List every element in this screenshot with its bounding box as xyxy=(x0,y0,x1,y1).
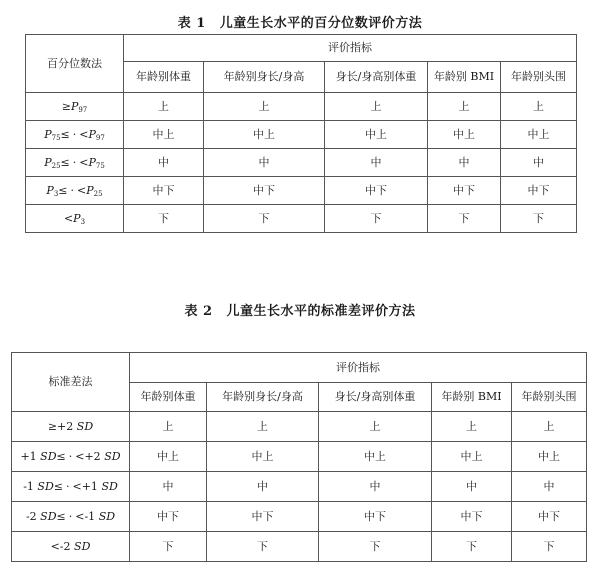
table2-title: 儿童生长水平的标准差评价方法 xyxy=(226,304,416,319)
table2-caption xyxy=(0,300,600,319)
table-row xyxy=(12,502,587,532)
table1-title: 儿童生长水平的百分位数评价方法 xyxy=(219,16,423,31)
table-cell: 下 xyxy=(124,205,204,233)
standard-deviation-table xyxy=(11,352,587,562)
row-label: $P_{75}\le \cdot <P_{97}$ xyxy=(26,121,124,149)
table-cell: 中下 xyxy=(319,502,432,532)
table-row xyxy=(26,149,577,177)
row-label: -2 SD≤ · <-1 SD xyxy=(12,502,130,532)
row-label: <-2 SD xyxy=(12,532,130,562)
table-cell: 中下 xyxy=(512,502,587,532)
row-label: $\ge P_{97}$ xyxy=(26,93,124,121)
table-cell: 中下 xyxy=(325,177,428,205)
table-row xyxy=(12,412,587,442)
table1-group-header: 评价指标 xyxy=(124,35,577,62)
table-cell: 上 xyxy=(204,93,325,121)
table-cell: 中上 xyxy=(512,442,587,472)
table-cell: 中下 xyxy=(501,177,577,205)
table1-col-header: 年龄别头围 xyxy=(501,62,577,93)
table1-col-header: 年龄别身长/身高 xyxy=(204,62,325,93)
table-cell: 中上 xyxy=(204,121,325,149)
table-cell: 中上 xyxy=(501,121,577,149)
table-row xyxy=(12,442,587,472)
table-cell: 中 xyxy=(512,472,587,502)
table-cell: 中 xyxy=(130,472,207,502)
table-cell: 中 xyxy=(124,149,204,177)
row-label: ≥+2 SD xyxy=(12,412,130,442)
table-cell: 上 xyxy=(130,412,207,442)
table-cell: 上 xyxy=(325,93,428,121)
table-cell: 中 xyxy=(325,149,428,177)
table-cell: 中下 xyxy=(130,502,207,532)
table2-label: 表 2 xyxy=(184,304,213,319)
table-row xyxy=(12,532,587,562)
table2-col-header: 年龄别头围 xyxy=(512,383,587,412)
table-cell: 下 xyxy=(428,205,501,233)
table1-col-header: 年龄别 BMI xyxy=(428,62,501,93)
table2-col-header: 年龄别身长/身高 xyxy=(207,383,319,412)
table-cell: 下 xyxy=(319,532,432,562)
table-cell: 下 xyxy=(432,532,512,562)
table-cell: 上 xyxy=(501,93,577,121)
table1-label: 表 1 xyxy=(177,16,206,31)
table-cell: 下 xyxy=(512,532,587,562)
table-row xyxy=(12,472,587,502)
table1-caption xyxy=(0,12,600,31)
table-cell: 上 xyxy=(432,412,512,442)
table-cell: 下 xyxy=(207,532,319,562)
table-cell: 中 xyxy=(428,149,501,177)
table-cell: 中下 xyxy=(207,502,319,532)
table1-col-header: 年龄别体重 xyxy=(124,62,204,93)
table-cell: 中上 xyxy=(432,442,512,472)
table-cell: 中下 xyxy=(432,502,512,532)
table-cell: 中下 xyxy=(428,177,501,205)
table-cell: 中上 xyxy=(319,442,432,472)
table2-stub-header: 标准差法 xyxy=(12,353,130,412)
table-row xyxy=(26,121,577,149)
table-cell: 中 xyxy=(319,472,432,502)
percentile-table xyxy=(25,34,577,233)
table2-group-header: 评价指标 xyxy=(130,353,587,383)
table-cell: 上 xyxy=(319,412,432,442)
table-cell: 上 xyxy=(428,93,501,121)
table-cell: 中 xyxy=(432,472,512,502)
table-cell: 上 xyxy=(512,412,587,442)
table-cell: 下 xyxy=(130,532,207,562)
table2-col-header: 年龄别 BMI xyxy=(432,383,512,412)
table1-stub-header: 百分位数法 xyxy=(26,35,124,93)
row-label: +1 SD≤ · <+2 SD xyxy=(12,442,130,472)
table-cell: 中 xyxy=(501,149,577,177)
table-cell: 中上 xyxy=(428,121,501,149)
row-label: $<P_3$ xyxy=(26,205,124,233)
table-cell: 中 xyxy=(204,149,325,177)
table-cell: 中上 xyxy=(124,121,204,149)
table-cell: 上 xyxy=(124,93,204,121)
row-label: $P_3\le \cdot <P_{25}$ xyxy=(26,177,124,205)
table-row xyxy=(26,93,577,121)
table2-col-header: 年龄别体重 xyxy=(130,383,207,412)
table-cell: 下 xyxy=(325,205,428,233)
table1-col-header: 身长/身高别体重 xyxy=(325,62,428,93)
table-row xyxy=(26,205,577,233)
table-cell: 中上 xyxy=(325,121,428,149)
table-cell: 中上 xyxy=(130,442,207,472)
table-row xyxy=(26,177,577,205)
table-cell: 上 xyxy=(207,412,319,442)
row-label: $P_{25}\le \cdot <P_{75}$ xyxy=(26,149,124,177)
table-cell: 中上 xyxy=(207,442,319,472)
table-cell: 中下 xyxy=(124,177,204,205)
table-cell: 中下 xyxy=(204,177,325,205)
table-cell: 下 xyxy=(204,205,325,233)
table-cell: 下 xyxy=(501,205,577,233)
table-cell: 中 xyxy=(207,472,319,502)
table2-col-header: 身长/身高别体重 xyxy=(319,383,432,412)
row-label: -1 SD≤ · <+1 SD xyxy=(12,472,130,502)
